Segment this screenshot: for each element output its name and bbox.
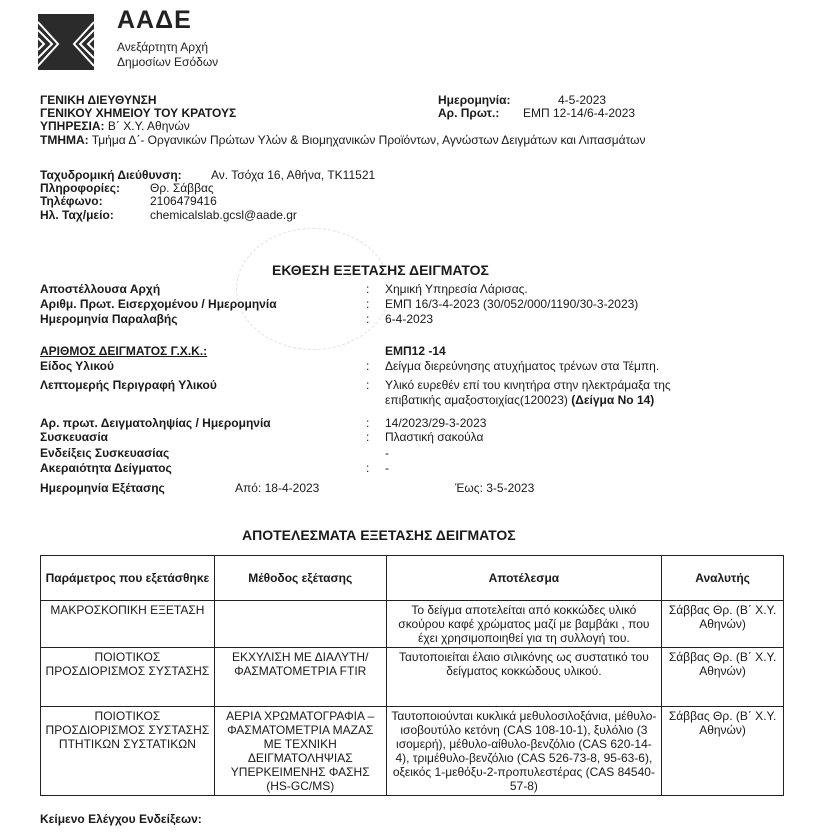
receipt-value: 6-4-2023	[385, 312, 434, 326]
pack-marks-value: -	[385, 446, 389, 460]
info-value: Θρ. Σάββας	[150, 181, 214, 195]
material-type-value: Δείγμα διερεύνησης ατυχήματος τρένων στα Τέμπη.	[385, 359, 660, 373]
packaging-colon: :	[366, 430, 370, 444]
header-method: Μέθοδος εξέτασης	[214, 556, 386, 601]
section-label: ΤΜΗΜΑ:	[40, 133, 89, 147]
row3-result: Ταυτοποιούνται κυκλικά μεθυλοσιλοξάνια, μέθυλο-ισοβουτύλο κετόνη (CAS 108-10-1), ξυλόλιο (3 ισομερή), μέθυλο-αίθυλο-βενζόλιο (CAS 620-14-4), τριμέθυλο-βενζόλιο (CAS 526-73-8, 95-63-6), οξεικός 1-μεθόξυ-2-προπυλεστέρας (CAS 84540-57-8)	[386, 707, 662, 796]
date-label: Ημερομηνία:	[438, 93, 511, 107]
section-value: Τμήμα Δ΄- Οργανικών Πρώτων Υλών & Βιομηχανικών Προϊόντων, Αγνώστων Δειγμάτων και Λιπασμάτων	[91, 133, 646, 147]
sender-colon: :	[366, 282, 370, 296]
detail-value-text: επιβατικής αμαξοστοιχίας(120023)	[385, 393, 568, 407]
row2-param: ΠΟΙΟΤΙΚΟΣ ΠΡΟΣΔΙΟΡΙΣΜΟΣ ΣΥΣΤΑΣΗΣ	[41, 648, 215, 707]
exam-date-label: Ημερομηνία Εξέτασης	[40, 481, 165, 495]
detail-value-line2	[385, 393, 654, 407]
logo-title: ΑΑΔΕ	[117, 6, 192, 34]
sample-no-label: ΑΡΙΘΜΟΣ ΔΕΙΓΜΑΤΟΣ Γ.Χ.Κ.:	[40, 344, 208, 358]
sample-no-value: ΕΜΠ12 -14	[385, 344, 446, 358]
address-value: Αν. Τσόχα 16, Αθήνα, ΤΚ11521	[211, 168, 376, 182]
dept-line-2: ΓΕΝΙΚΟΥ ΧΗΜΕΙΟΥ ΤΟΥ ΚΡΑΤΟΥΣ	[40, 106, 237, 120]
results-header-row	[41, 556, 784, 601]
row3-analyst: Σάββας Θρ. (Β΄ Χ.Υ. Αθηνών)	[662, 707, 784, 796]
check-text-label: Κείμενο Ελέγχου Ενδείξεων:	[40, 812, 202, 826]
material-type-colon: :	[366, 359, 370, 373]
detail-value-line1: Υλικό ευρεθέν επί του κινητήρα στην ηλεκτράμαξα της	[385, 378, 671, 392]
email-value[interactable]: chemicalslab.gcsl@aade.gr	[150, 208, 297, 222]
exam-date-from: Από: 18-4-2023	[235, 481, 320, 495]
aade-logo-icon	[38, 14, 94, 70]
phone-value: 2106479416	[150, 194, 217, 208]
row1-analyst: Σάββας Θρ. (Β΄ Χ.Υ. Αθηνών)	[662, 601, 784, 648]
row3-method: ΑΕΡΙΑ ΧΡΩΜΑΤΟΓΡΑΦΙΑ – ΦΑΣΜΑΤΟΜΕΤΡΙΑ ΜΑΖΑΣ ΜΕ ΤΕΧΝΙΚΗ ΔΕΙΓΜΑΤΟΛΗΨΙΑΣ ΥΠΕΡΚΕΙΜΕΝΗΣ ΦΑΣΗΣ (HS-GC/MS)	[214, 707, 386, 796]
row1-result: Το δείγμα αποτελείται από κοκκώδες υλικό σκούρου καφέ χρώματος μαζί με βαμβάκι , που έχει χρησιμοποιηθεί για τη συλλογή του.	[386, 601, 662, 648]
prot-value: ΕΜΠ 12-14/6-4-2023	[523, 106, 636, 120]
material-type-label: Είδος Υλικού	[40, 359, 114, 373]
date-value: 4-5-2023	[558, 93, 607, 107]
detail-value-bold: (Δείγμα Νο 14)	[571, 393, 655, 407]
table-row	[41, 648, 784, 707]
incoming-colon: :	[366, 297, 370, 311]
pack-marks-label: Ενδείξεις Συσκευασίας	[40, 446, 170, 460]
row3-param: ΠΟΙΟΤΙΚΟΣ ΠΡΟΣΔΙΟΡΙΣΜΟΣ ΣΥΣΤΑΣΗΣ ΠΤΗΤΙΚΩΝ ΣΥΣΤΑΤΙΚΩΝ	[41, 707, 215, 796]
prot-label: Αρ. Πρωτ.:	[438, 106, 500, 120]
sampling-label: Αρ. πρωτ. Δειγματοληψίας / Ημερομηνία	[40, 416, 271, 430]
service-label: ΥΠΗΡΕΣΙΑ:	[40, 119, 105, 133]
incoming-value: ΕΜΠ 16/3-4-2023 (30/052/000/1190/30-3-2023)	[385, 297, 639, 311]
info-label: Πληροφορίες:	[40, 181, 121, 195]
integrity-value: -	[385, 461, 389, 475]
detail-colon: :	[366, 378, 370, 392]
header-parameter: Παράμετρος που εξετάσθηκε	[41, 556, 215, 601]
row2-analyst: Σάββας Θρ. (Β΄ Χ.Υ. Αθηνών)	[662, 648, 784, 707]
header-analyst: Αναλυτής	[662, 556, 784, 601]
table-row	[41, 601, 784, 648]
service-value: Β΄ Χ.Υ. Αθηνών	[107, 119, 190, 133]
phone-label: Τηλέφωνο:	[40, 194, 103, 208]
receipt-label: Ημερομηνία Παραλαβής	[40, 312, 178, 326]
integrity-label: Ακεραιότητα Δείγματος	[40, 461, 172, 475]
packaging-value: Πλαστική σακούλα	[385, 430, 484, 444]
row2-method: ΕΚΧΥΛΙΣΗ ΜΕ ΔΙΑΛΥΤΗ/ ΦΑΣΜΑΤΟΜΕΤΡΙΑ FTIR	[214, 648, 386, 707]
logo-subtitle-line1: Ανεξάρτητη Αρχή	[117, 40, 209, 54]
report-title: ΕΚΘΕΣΗ ΕΞΕΤΑΣΗΣ ΔΕΙΓΜΑΤΟΣ	[272, 262, 489, 278]
packaging-label: Συσκευασία	[40, 430, 109, 444]
integrity-colon: :	[366, 461, 370, 475]
incoming-label: Αριθμ. Πρωτ. Εισερχομένου / Ημερομηνία	[40, 297, 277, 311]
sampling-colon: :	[366, 416, 370, 430]
detail-label: Λεπτομερής Περιγραφή Υλικού	[40, 378, 217, 392]
receipt-colon: :	[366, 312, 370, 326]
sender-label: Αποστέλλουσα Αρχή	[40, 282, 161, 296]
section-line	[40, 133, 646, 147]
results-table	[40, 555, 784, 796]
email-label: Ηλ. Ταχ/μείο:	[40, 208, 114, 222]
row1-method	[214, 601, 386, 648]
row1-param: ΜΑΚΡΟΣΚΟΠΙΚΗ ΕΞΕΤΑΣΗ	[41, 601, 215, 648]
address-label: Ταχυδρομική Διεύθυνση:	[40, 168, 182, 182]
sender-value: Χημική Υπηρεσία Λάρισας.	[385, 282, 528, 296]
service-line	[40, 119, 190, 133]
header-result: Αποτέλεσμα	[386, 556, 662, 601]
row2-result: Ταυτοποιείται έλαιο σιλικόνης ως συστατικό του δείγματος κοκκώδους υλικού.	[386, 648, 662, 707]
sampling-value: 14/2023/29-3-2023	[385, 416, 487, 430]
logo-subtitle-line2: Δημοσίων Εσόδων	[117, 55, 219, 69]
results-title: ΑΠΟΤΕΛΕΣΜΑΤΑ ΕΞΕΤΑΣΗΣ ΔΕΙΓΜΑΤΟΣ	[242, 527, 516, 543]
dept-line-1: ΓΕΝΙΚΗ ΔΙΕΥΘΥΝΣΗ	[40, 93, 157, 107]
exam-date-to: Έως: 3-5-2023	[455, 481, 535, 495]
table-row	[41, 707, 784, 796]
